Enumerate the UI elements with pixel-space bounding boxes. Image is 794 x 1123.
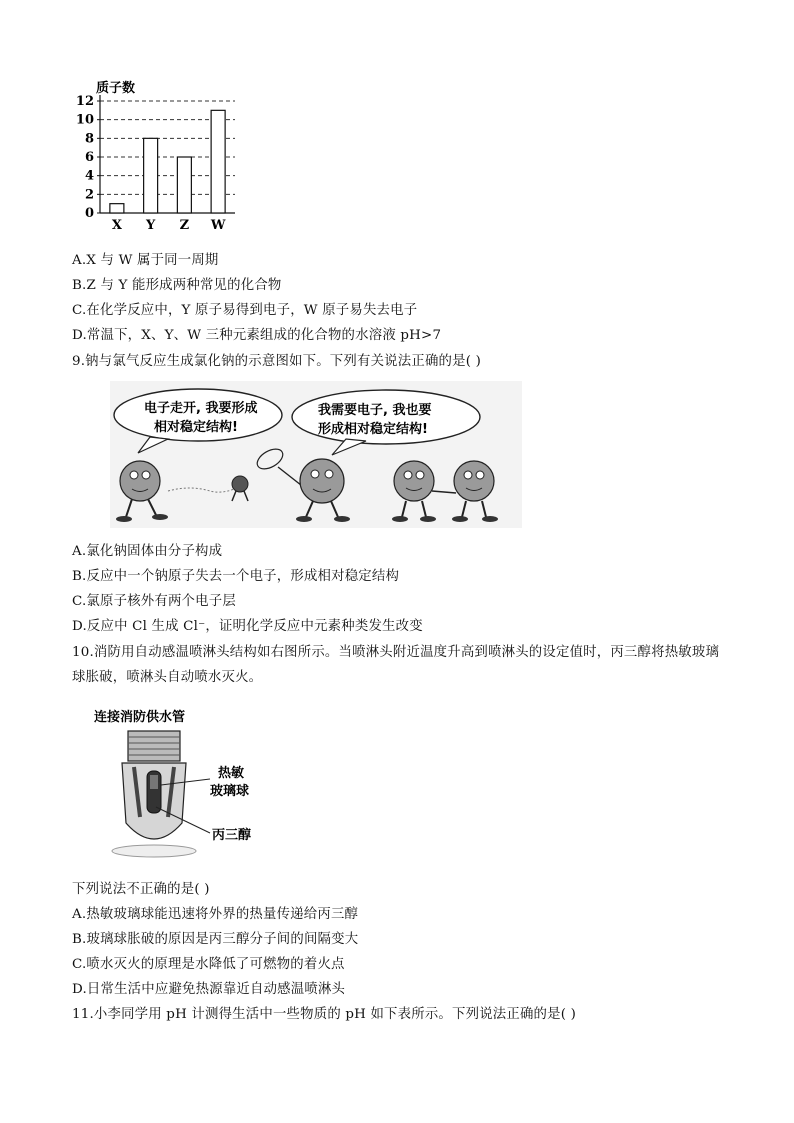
sprinkler-head-diagram: [90, 705, 290, 865]
q10-sub-stem: 下列说法不正确的是( ): [72, 882, 210, 897]
label-glass-line1: 热敏: [218, 766, 245, 781]
x-label-W: W: [210, 218, 226, 233]
q10-option-c[interactable]: C.喷水灭火的原理是水降低了可燃物的着火点: [72, 957, 345, 972]
bubble-right-line1: 我需要电子, 我也要: [318, 403, 432, 418]
y-tick-label-12: 12: [75, 94, 94, 109]
q10-option-a[interactable]: A.热敏玻璃球能迅速将外界的热量传递给丙三醇: [72, 907, 359, 922]
y-tick-label-10: 10: [75, 112, 94, 128]
y-tick-label-4: 4: [84, 168, 94, 184]
sprinkler-thread: [128, 731, 180, 761]
q10-stem: 10.消防用自动感温喷淋头结构如右图所示。当喷淋头附近温度升高到喷淋头的设定值时，丙三醇将热敏玻璃球胀破，喷淋头自动喷水灭火。: [72, 645, 720, 685]
q8-option-c[interactable]: C.在化学反应中，Y 原子易得到电子，W 原子易失去电子: [72, 303, 418, 318]
q8-option-d[interactable]: D.常温下，X、Y、W 三种元素组成的化合物的水溶液 pH>7: [72, 328, 442, 343]
bubble-right-line2: 形成相对稳定结构!: [318, 422, 428, 437]
y-tick-label-6: 6: [84, 150, 94, 165]
chart-bars: [110, 110, 225, 213]
q8-option-a[interactable]: A.X 与 W 属于同一周期: [72, 253, 219, 268]
x-label-Z: Z: [179, 218, 190, 233]
label-glycerol: 丙三醇: [212, 828, 252, 843]
x-label-X: X: [111, 218, 122, 233]
q9-option-a[interactable]: A.氯化钠固体由分子构成: [72, 544, 223, 559]
bubble-left-line2: 相对稳定结构!: [154, 420, 238, 435]
glass-bulb: [147, 771, 161, 813]
x-label-Y: Y: [145, 218, 156, 233]
q10-option-b[interactable]: B.玻璃球胀破的原因是丙三醇分子间的间隔变大: [72, 932, 359, 947]
bar-W: [211, 110, 225, 213]
label-water-pipe: 连接消防供水管: [94, 710, 186, 725]
q9-stem: 9.钠与氯气反应生成氯化钠的示意图如下。下列有关说法正确的是( ): [72, 354, 482, 369]
q9-option-b[interactable]: B.反应中一个钠原子失去一个电子，形成相对稳定结构: [72, 569, 400, 584]
sodium-chlorine-cartoon: [110, 381, 522, 528]
y-tick-label-2: 2: [84, 187, 94, 203]
q9-option-d[interactable]: D.反应中 Cl 生成 Cl⁻，证明化学反应中元素种类发生改变: [72, 619, 423, 634]
deflector-plate: [112, 845, 196, 857]
chart-x-labels: [112, 218, 226, 233]
proton-number-bar-chart: [70, 76, 250, 236]
q8-option-b[interactable]: B.Z 与 Y 能形成两种常见的化合物: [72, 278, 282, 293]
bar-X: [110, 204, 124, 213]
chart-y-ticks: [76, 94, 100, 221]
bubble-left-line1: 电子走开, 我要形成: [144, 401, 258, 416]
y-tick-label-0: 0: [84, 206, 94, 221]
chart-title: 质子数: [96, 81, 136, 96]
q11-stem: 11.小李同学用 pH 计测得生活中一些物质的 pH 如下表所示。下列说法正确的是( ): [72, 1007, 577, 1022]
q9-option-c[interactable]: C.氯原子核外有两个电子层: [72, 594, 236, 609]
bar-Z: [177, 157, 191, 213]
q10-option-d[interactable]: D.日常生活中应避免热源靠近自动感温喷淋头: [72, 982, 346, 997]
bar-Y: [144, 138, 158, 213]
label-glass-line2: 玻璃球: [210, 784, 250, 799]
y-tick-label-8: 8: [84, 131, 94, 147]
